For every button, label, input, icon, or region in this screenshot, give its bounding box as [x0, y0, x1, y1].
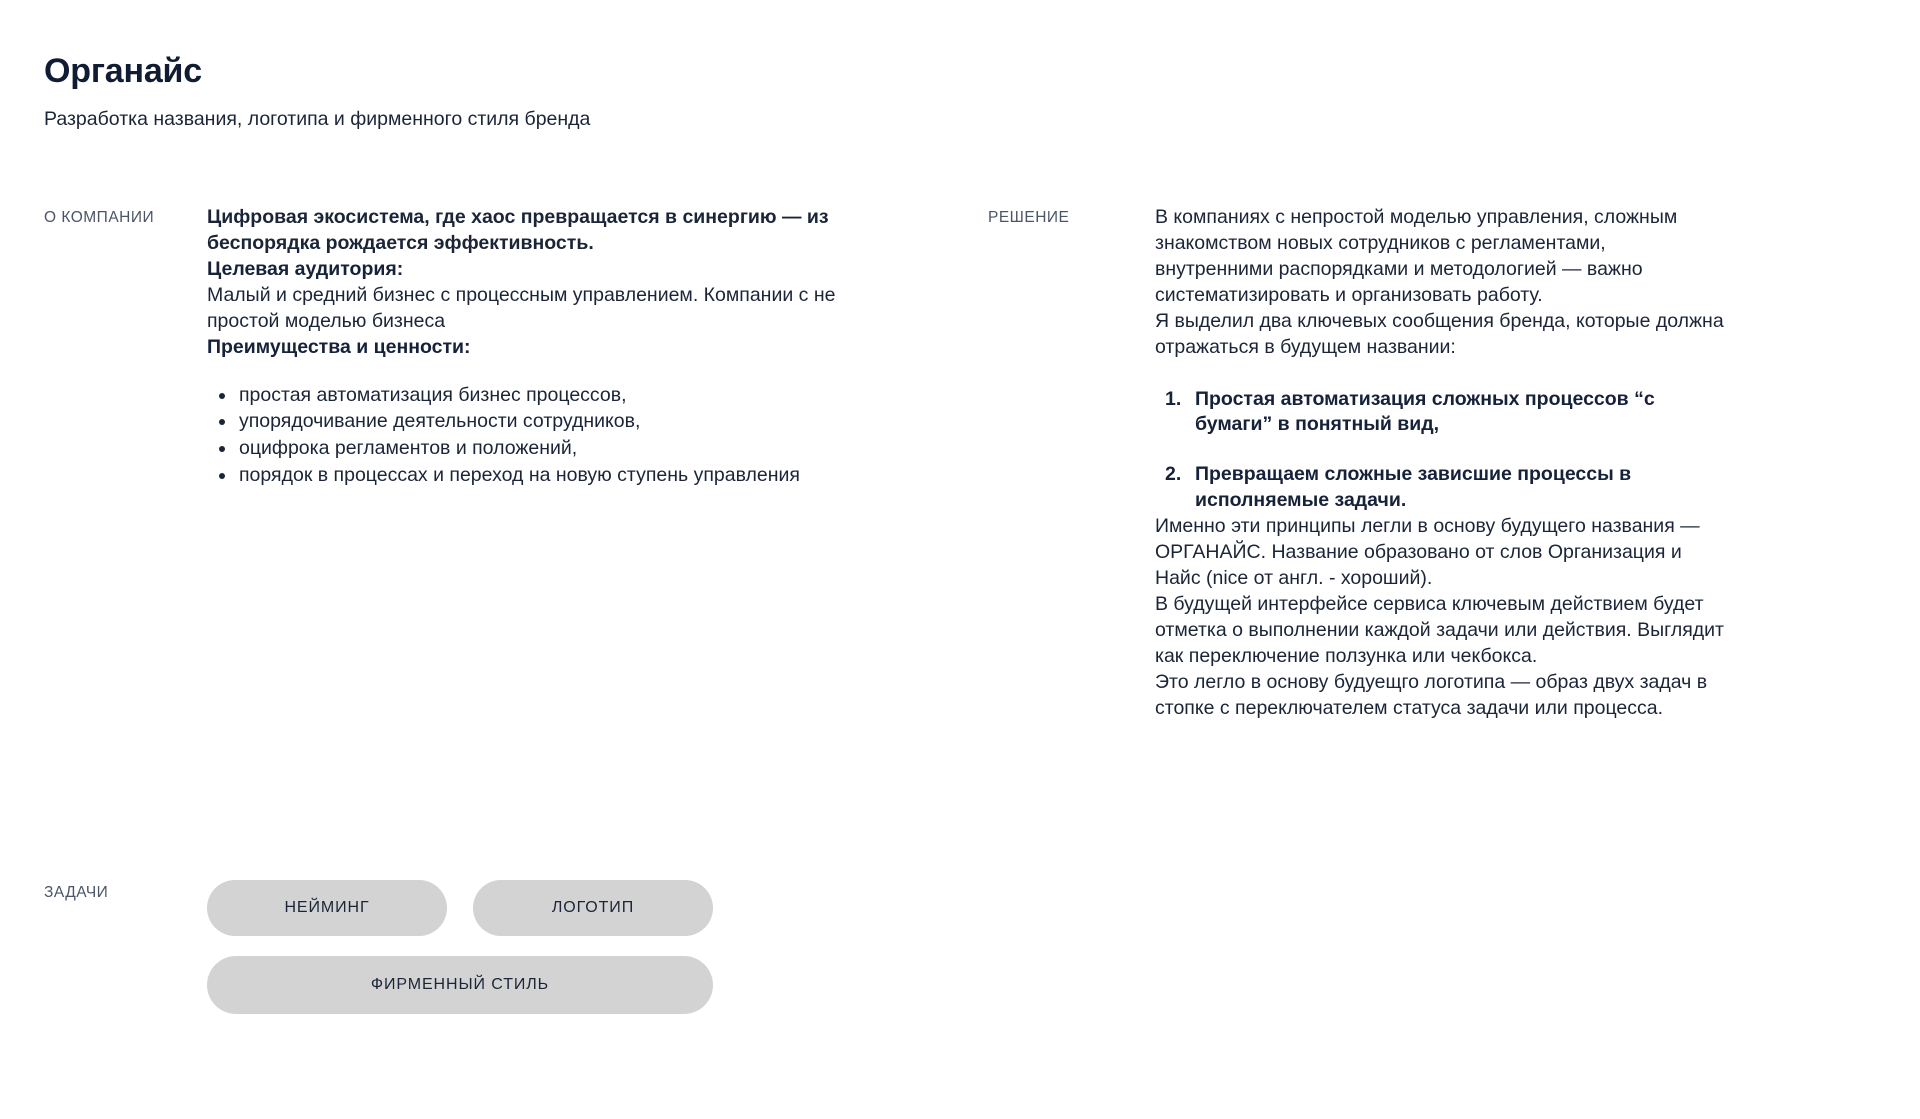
benefits-heading: Преимущества и ценности: [207, 335, 471, 358]
about-section-body [207, 205, 897, 490]
tasks-section-label: ЗАДАЧИ [44, 884, 109, 901]
list-item: простая автоматизация бизнес процессов, [237, 383, 897, 409]
list-item: оцифрока регламентов и положений, [237, 436, 897, 462]
about-section-label: О КОМПАНИИ [44, 209, 155, 226]
about-section [0, 205, 960, 490]
page-subtitle: Разработка названия, логотипа и фирменного стиля бренда [44, 108, 591, 131]
about-intro-paragraph: Цифровая экосистема, где хаос превращается в синергию — из беспорядка рождается эффективность. [207, 206, 829, 254]
list-item: Простая автоматизация сложных процессов “с бумаги” в понятный вид, [1195, 387, 1655, 436]
page-title: Органайс [44, 52, 202, 90]
benefits-list [207, 383, 897, 490]
task-chip-logo[interactable]: ЛОГОТИП [473, 880, 713, 936]
key-messages-list [1155, 387, 1725, 515]
solution-paragraph-3: Именно эти принципы легли в основу будущего названия — ОРГАНАЙС. Название образовано от слов Организация и Найс (nice от англ. - хороший). [1155, 515, 1700, 590]
solution-paragraph-5: Это легло в основу будуещго логотипа — образ двух задач в стопке с переключателем статуса задачи или процесса. [1155, 670, 1708, 719]
solution-paragraph-4: В будущей интерфейсе сервиса ключевым действием будет отметка о выполнении каждой задачи или действия. Выглядит как переключение ползунка или чекбокса. [1155, 592, 1724, 667]
solution-section [960, 205, 1920, 722]
solution-section-body [1155, 205, 1725, 722]
list-item: порядок в процессах и переход на новую ступень управления [237, 463, 897, 489]
list-item: Превращаем сложные зависшие процессы в исполняемые задачи. [1195, 463, 1632, 512]
tasks-chip-group [207, 880, 944, 1014]
list-item: упорядочивание деятельности сотрудников, [237, 409, 897, 435]
audience-text: Малый и средний бизнес с процессным управлением. Компании с не простой моделью бизнеса [207, 283, 836, 332]
slide-header [44, 52, 1444, 132]
solution-paragraph-1: В компаниях с непростой моделью управления, сложным знакомством новых сотрудников с регламентами, внутренними распорядками и методологией — важно систематизировать и организовать работу. [1155, 206, 1678, 306]
audience-heading: Целевая аудитория: [207, 257, 404, 280]
task-chip-naming[interactable]: НЕЙМИНГ [207, 880, 447, 936]
task-chip-brand-style[interactable]: ФИРМЕННЫЙ СТИЛЬ [207, 956, 713, 1014]
tasks-section [44, 880, 944, 1014]
content-columns [0, 205, 1920, 722]
solution-section-label: РЕШЕНИЕ [988, 209, 1070, 226]
solution-paragraph-2: Я выделил два ключевых сообщения бренда, которые должна отражаться в будущем названии: [1155, 309, 1724, 358]
